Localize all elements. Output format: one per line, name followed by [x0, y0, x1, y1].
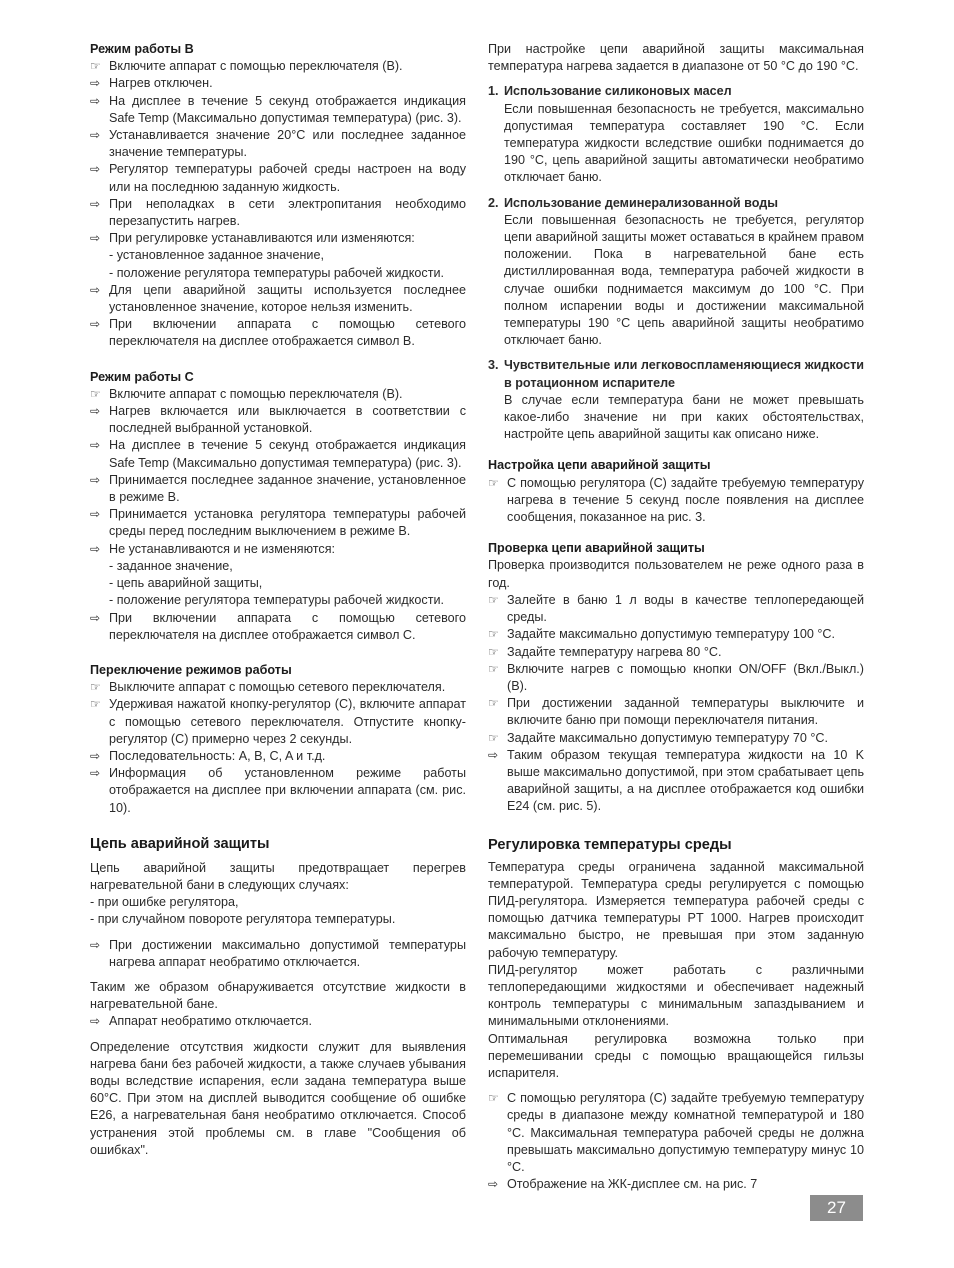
paragraph: Цепь аварийной защиты предотвращает перегрев нагревательной бани в следующих случаях:: [90, 860, 466, 892]
list-item: ⇨ Последовательность: A, B, C, A и т.д.: [90, 748, 466, 765]
safety-title: Цепь аварийной защиты: [90, 835, 270, 852]
numbered-heading: 2. Использование деминерализованной воды: [488, 195, 779, 210]
arrow-right-icon: ⇨: [488, 1177, 499, 1192]
pointing-hand-icon: ☞: [488, 730, 499, 745]
list-item: ⇨ Принимается установка регулятора температуры рабочей среды перед последним выключением в режиме B.: [90, 507, 466, 539]
arrow-right-icon: ⇨: [90, 438, 101, 453]
mode-c-list: [90, 386, 466, 644]
pointing-hand-icon: ☞: [488, 696, 499, 711]
list-item: ☞ С помощью регулятора (C) задайте требуемую температуру среды в диапазоне между комнатной температурой и 180 °C. Максимальная температура рабочей среды не должна превышать максимально допустимую температуру минус 10 °C.: [488, 1091, 864, 1174]
arrow-right-icon: ⇨: [90, 766, 101, 781]
list-item: ⇨ Таким образом текущая температура жидкости на 10 K выше максимально допустимой, при этом срабатывает цепь аварийной защиты, а на дисплее отображается код ошибки E24 (см. рис. 5).: [488, 747, 864, 814]
dash-item: - положение регулятора температуры рабочей жидкости.: [109, 265, 445, 280]
arrow-right-icon: ⇨: [90, 1014, 101, 1029]
paragraph: ПИД-регулятор может работать с различными теплопередающими жидкостями и обеспечивает надежный контроль температуры с минимальным запаздыванием и минимальными отклонениями.: [488, 962, 864, 1029]
pointing-hand-icon: ☞: [488, 661, 499, 676]
list-item: ⇨ Нагрев включается или выключается в соответствии с последней выбранной установкой.: [90, 404, 466, 436]
arrow-right-icon: ⇨: [90, 610, 101, 625]
list-item: ☞ Выключите аппарат с помощью сетевого переключателя.: [90, 679, 466, 696]
arrow-right-icon: ⇨: [90, 93, 101, 108]
regulation-title: Регулировка температуры среды: [488, 836, 732, 853]
list-item: ⇨ Отображение на ЖК-дисплее см. на рис. 7: [488, 1176, 864, 1193]
list-item: ☞ Включите нагрев с помощью кнопки ON/OFF (Вкл./Выкл.) (B).: [488, 661, 864, 693]
pointing-hand-icon: ☞: [90, 680, 101, 695]
paragraph: Если повышенная безопасность не требуется, регулятор цепи аварийной защиты может оставаться в крайнем правом положении. Пока в нагревательной бане есть дистиллированная вода, температура рабочей жидкости в случае ошибки поднимается максимум до 100 °C. При полном испарении воды и достижении максимальной температуры 190 °C цепь аварийной защиты необратимо отключает баню.: [504, 212, 864, 348]
list-item: ⇨ Устанавливается значение 20°C или последнее заданное значение температуры.: [90, 128, 466, 160]
dash-item: - заданное значение,: [109, 558, 233, 573]
list-item: ⇨ При включении аппарата с помощью сетевого переключателя на дисплее отображается символ B.: [90, 317, 466, 349]
list-item: ⇨ Нагрев отключен.: [90, 75, 466, 92]
arrow-right-icon: ⇨: [90, 231, 101, 246]
list-item: ⇨ На дисплее в течение 5 секунд отображается индикация Safe Temp (Максимально допустимая температура) (рис. 3).: [90, 93, 466, 125]
pointing-hand-icon: ☞: [90, 59, 101, 74]
list-item: ⇨ При включении аппарата с помощью сетевого переключателя на дисплее отображается символ C.: [90, 610, 466, 642]
arrow-right-icon: ⇨: [90, 472, 101, 487]
numbered-heading: 3. Чувствительные или легковоспламеняющиеся жидкости в ротационном испарителе: [488, 358, 864, 390]
list-item: ⇨ При неполадках в сети электропитания необходимо перезапустить нагрев.: [90, 196, 466, 229]
list-item: ⇨ Информация об установленном режиме работы отображается на дисплее при включении аппарата (см. рис. 10).: [90, 766, 466, 815]
setup-title: Настройка цепи аварийной защиты: [488, 458, 711, 473]
list-item: ☞ Задайте температуру нагрева 80 °C.: [488, 644, 864, 661]
intro-paragraph: При настройке цепи аварийной защиты максимальная температура нагрева задается в диапазоне от 50 °C до 190 °C.: [488, 42, 864, 74]
paragraph: В случае если температура бани не может превышать какое-либо значение ни при каких обстоятельствах, настройте цепь аварийной защиты как описано ниже.: [504, 392, 864, 442]
list-item: ⇨ На дисплее в течение 5 секунд отображается индикация Safe Temp (Максимально допустимая температура) (рис. 3).: [90, 438, 466, 470]
pointing-hand-icon: ☞: [488, 644, 499, 659]
pointing-hand-icon: ☞: [488, 475, 499, 490]
mode-b-title: Режим работы B: [90, 42, 194, 56]
arrow-right-icon: ⇨: [90, 317, 101, 332]
list-item: ⇨ При регулировке устанавливаются или изменяются:: [90, 230, 466, 247]
arrow-right-icon: ⇨: [488, 747, 499, 762]
numbered-section-2: [488, 195, 864, 350]
paragraph: Проверка производится пользователем не реже одного раза в год.: [488, 558, 864, 590]
arrow-right-icon: ⇨: [90, 404, 101, 419]
dash-item: - при случайном повороте регулятора температуры.: [90, 912, 396, 927]
arrow-right-icon: ⇨: [90, 128, 101, 143]
page-number: 27: [810, 1195, 863, 1221]
list-item: ☞ Включите аппарат с помощью переключателя (B).: [90, 386, 466, 403]
paragraph: Температура среды ограничена заданной максимальной температурой. Температура среды регулируется с помощью ПИД-регулятора. Измеряется температура рабочей среды с помощью датчика температуры PT 1000. Нагрев происходит максимально быстро, не превышая при этом заданную рабочую температуру.: [488, 859, 864, 960]
list-item: ☞ Задайте максимально допустимую температуру 70 °C.: [488, 730, 864, 747]
paragraph: Оптимальная регулировка возможна только при перемешивании среды с помощью вращающейся гильзы испарителя.: [488, 1031, 864, 1080]
list-item: ☞ С помощью регулятора (C) задайте требуемую температуру нагрева в течение 5 секунд после появления на дисплее сообщения, показанное на рис. 3.: [488, 475, 864, 525]
list-item: ⇨ Не устанавливаются и не изменяются:: [90, 541, 466, 558]
mode-c-title: Режим работы C: [90, 369, 194, 384]
arrow-right-icon: ⇨: [90, 282, 101, 297]
paragraph: Таким же образом обнаруживается отсутствие жидкости в нагревательной бане.: [90, 979, 466, 1012]
right-column: [488, 41, 864, 1193]
list-item: ⇨ Для цепи аварийной защиты используется последнее установленное значение, которое нельзя изменить.: [90, 282, 466, 315]
dash-item: - установленное заданное значение,: [109, 248, 324, 263]
list-item: ☞ Удерживая нажатой кнопку-регулятор (C), включите аппарат с помощью сетевого переключателя. Отпустите кнопку-регулятор (C) примерно через 2 секунды.: [90, 697, 466, 746]
list-item: ⇨ При достижении максимально допустимой температуры нагрева аппарат необратимо отключается.: [90, 937, 466, 969]
arrow-right-icon: ⇨: [90, 748, 101, 763]
arrow-right-icon: ⇨: [90, 162, 101, 177]
list-item: ☞ Задайте максимально допустимую температуру 100 °C.: [488, 626, 864, 643]
list-item: ☞ Залейте в баню 1 л воды в качестве теплопередающей среды.: [488, 592, 864, 625]
arrow-right-icon: ⇨: [90, 196, 101, 211]
list-item: ⇨ Аппарат необратимо отключается.: [90, 1013, 466, 1030]
arrow-right-icon: ⇨: [90, 937, 101, 952]
switching-title: Переключение режимов работы: [90, 662, 292, 677]
switching-list: [90, 679, 466, 817]
check-title: Проверка цепи аварийной защиты: [488, 541, 705, 556]
dash-item: - положение регулятора температуры рабочей жидкости.: [109, 593, 445, 608]
numbered-section-1: [488, 83, 864, 186]
list-item: ☞ При достижении заданной температуры выключите и включите баню при помощи переключателя питания.: [488, 696, 864, 728]
numbered-section-3: [488, 357, 864, 443]
numbered-heading: 1. Использование силиконовых масел: [488, 84, 732, 99]
dash-item: - при ошибке регулятора,: [90, 895, 239, 910]
paragraph: Если повышенная безопасность не требуется, максимально допустимая температура составляет 190 °C. Если температура жидкости вследствие ошибки поднимается до 190 °C, цепь аварийной защиты автоматически необратимо отключает баню.: [504, 101, 864, 185]
arrow-right-icon: ⇨: [90, 76, 101, 91]
left-column: [90, 41, 466, 1159]
list-item: ⇨ Принимается последнее заданное значение, установленное в режиме B.: [90, 472, 466, 505]
dash-item: - цепь аварийной защиты,: [109, 576, 263, 591]
mode-b-list: [90, 58, 466, 350]
arrow-right-icon: ⇨: [90, 507, 101, 522]
pointing-hand-icon: ☞: [90, 386, 101, 401]
paragraph: Определение отсутствия жидкости служит для выявления нагрева бани без рабочей жидкости, а также случаев убывания воды вследствие испарения, если задана температура выше 60°C. При этом на дисплей выводится сообщение об ошибке E26, а нагревательная баня необратимо отключается. Способ устранения этой проблемы см. в главе "Сообщения об ошибках".: [90, 1039, 466, 1157]
pointing-hand-icon: ☞: [488, 1091, 499, 1106]
pointing-hand-icon: ☞: [488, 627, 499, 642]
list-item: ⇨ Регулятор температуры рабочей среды настроен на воду или на последнюю заданную жидкость.: [90, 162, 466, 194]
pointing-hand-icon: ☞: [488, 592, 499, 607]
arrow-right-icon: ⇨: [90, 541, 101, 556]
pointing-hand-icon: ☞: [90, 697, 101, 712]
list-item: ☞ Включите аппарат с помощью переключателя (B).: [90, 58, 466, 75]
